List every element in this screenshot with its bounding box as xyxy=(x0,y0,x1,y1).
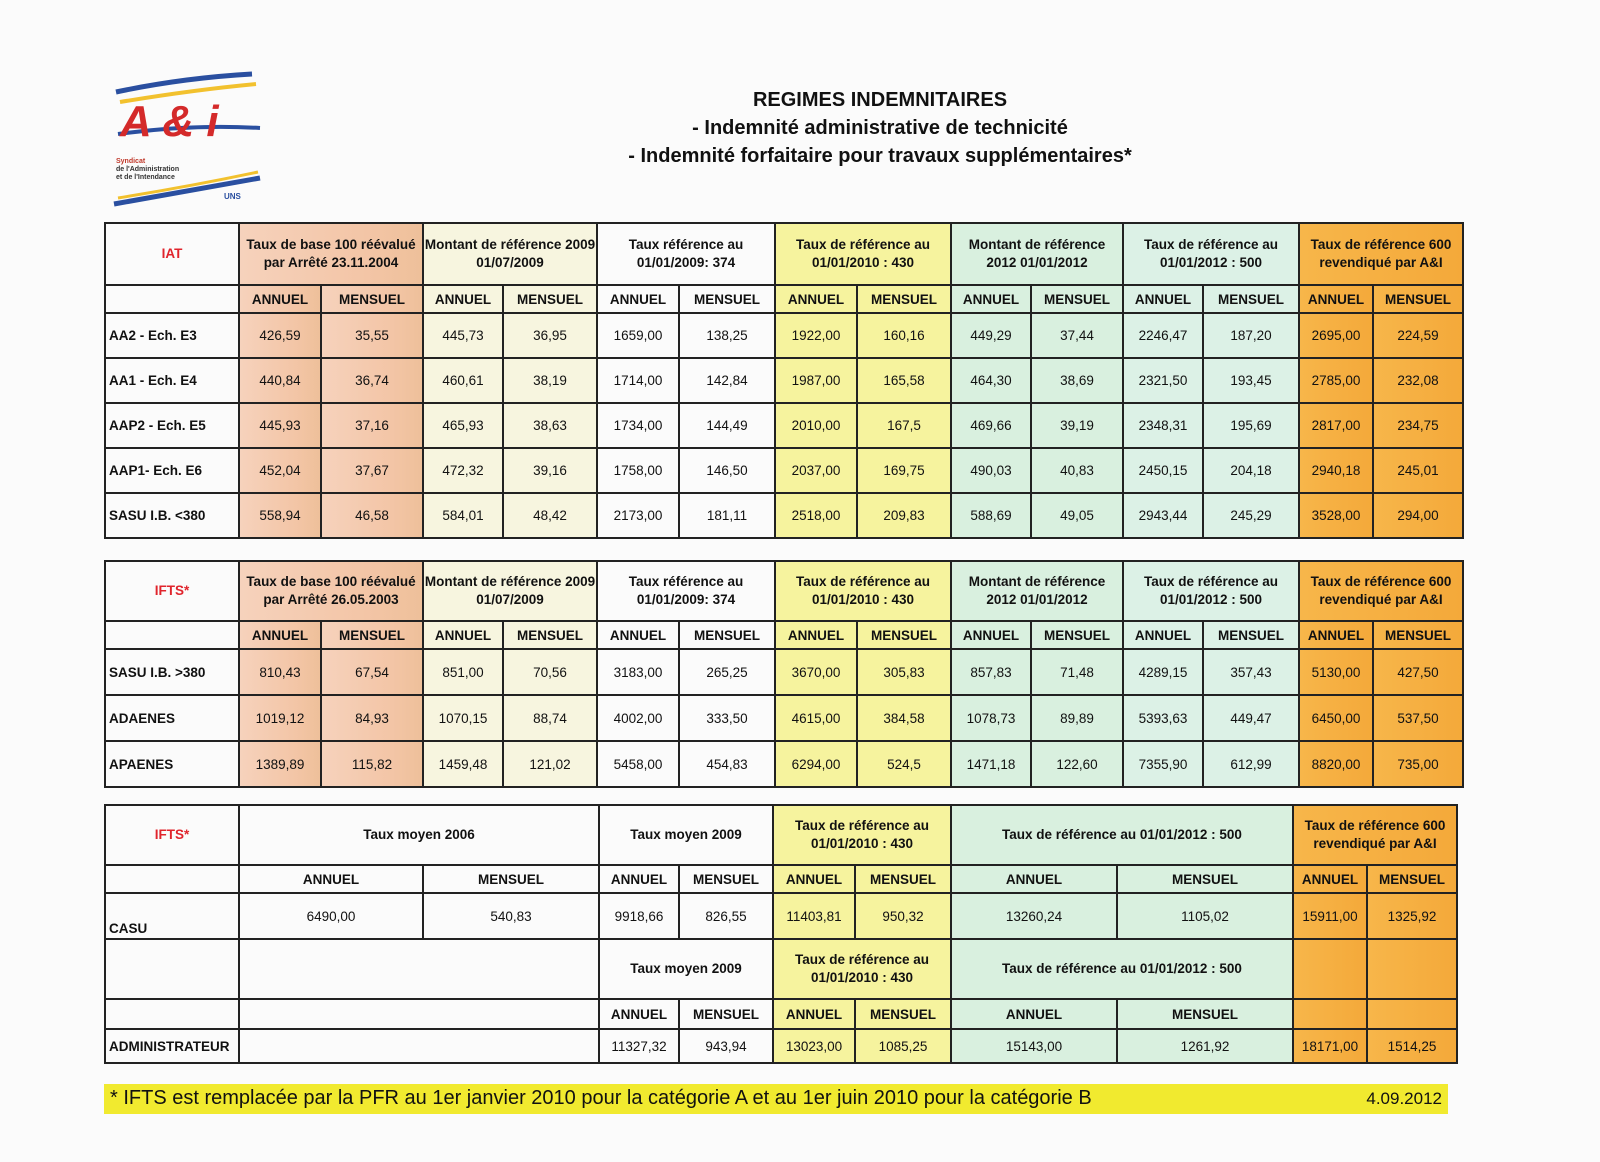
cell: 40,83 xyxy=(1031,448,1123,493)
ifts2-admin-sub-mensuel: MENSUEL xyxy=(679,999,773,1029)
row-label-casu: CASU xyxy=(105,893,239,939)
title-line-3: - Indemnité forfaitaire pour travaux supplémentaires* xyxy=(628,145,1132,167)
ifts2-sub-annuel: ANNUEL xyxy=(773,865,855,893)
ifts-sub-annuel: ANNUEL xyxy=(597,621,679,649)
cell: 234,75 xyxy=(1373,403,1463,448)
blank-cell xyxy=(239,1029,599,1063)
cell: 2450,15 xyxy=(1123,448,1203,493)
iat-header-4: Taux de référence au 01/01/2010 : 430 xyxy=(775,223,951,285)
ifts-header-7: Taux de référence 600 revendiqué par A&I xyxy=(1299,561,1463,621)
iat-header-7: Taux de référence 600 revendiqué par A&I xyxy=(1299,223,1463,285)
cell: 1471,18 xyxy=(951,741,1031,787)
iat-sub-mensuel: MENSUEL xyxy=(857,285,951,313)
cell: 6294,00 xyxy=(775,741,857,787)
ifts-sub-mensuel: MENSUEL xyxy=(1203,621,1299,649)
ifts2-admin-sub-annuel: ANNUEL xyxy=(599,999,679,1029)
row-label: APAENES xyxy=(105,741,239,787)
ifts2-sub-annuel: ANNUEL xyxy=(1293,865,1367,893)
cell: 464,30 xyxy=(951,358,1031,403)
cell: 36,95 xyxy=(503,313,597,358)
cell: 146,50 xyxy=(679,448,775,493)
row-label: AAP1- Ech. E6 xyxy=(105,448,239,493)
ifts-sub-mensuel: MENSUEL xyxy=(857,621,951,649)
cell: 195,69 xyxy=(1203,403,1299,448)
ifts2-sub-mensuel: MENSUEL xyxy=(855,865,951,893)
ifts-header-4: Taux de référence au 01/01/2010 : 430 xyxy=(775,561,951,621)
ifts2-admin-sub-annuel: ANNUEL xyxy=(951,999,1117,1029)
logo-line3: et de l'Intendance xyxy=(116,174,175,181)
cell: 2943,44 xyxy=(1123,493,1203,538)
iat-sub-mensuel: MENSUEL xyxy=(679,285,775,313)
title-line-2: - Indemnité administrative de technicité xyxy=(692,117,1068,139)
row-label: AA2 - Ech. E3 xyxy=(105,313,239,358)
cell: 294,00 xyxy=(1373,493,1463,538)
cell: 204,18 xyxy=(1203,448,1299,493)
cell: 6450,00 xyxy=(1299,695,1373,741)
ifts2-admin-sub-mensuel: MENSUEL xyxy=(1117,999,1293,1029)
cell: 48,42 xyxy=(503,493,597,538)
blank-cell xyxy=(105,939,239,999)
blank-cell xyxy=(1293,939,1367,999)
cell: 84,93 xyxy=(321,695,423,741)
cell: 2518,00 xyxy=(775,493,857,538)
cell: 2010,00 xyxy=(775,403,857,448)
cell: 67,54 xyxy=(321,649,423,695)
cell: 427,50 xyxy=(1373,649,1463,695)
logo-letters: A & i xyxy=(120,97,219,146)
cell: 445,73 xyxy=(423,313,503,358)
cell: 357,43 xyxy=(1203,649,1299,695)
ifts-sub-annuel: ANNUEL xyxy=(1123,621,1203,649)
cell: 1514,25 xyxy=(1367,1029,1457,1063)
cell: 13260,24 xyxy=(951,893,1117,939)
row-label: ADAENES xyxy=(105,695,239,741)
table-row xyxy=(105,741,1463,787)
cell: 3183,00 xyxy=(597,649,679,695)
iat-sub-annuel: ANNUEL xyxy=(239,285,321,313)
cell: 1070,15 xyxy=(423,695,503,741)
cell: 89,89 xyxy=(1031,695,1123,741)
cell: 5393,63 xyxy=(1123,695,1203,741)
cell: 232,08 xyxy=(1373,358,1463,403)
cell: 1085,25 xyxy=(855,1029,951,1063)
ifts2-admin-sub-annuel: ANNUEL xyxy=(773,999,855,1029)
cell: 38,69 xyxy=(1031,358,1123,403)
cell: 71,48 xyxy=(1031,649,1123,695)
iat-sub-blank xyxy=(105,285,239,313)
cell: 537,50 xyxy=(1373,695,1463,741)
cell: 1078,73 xyxy=(951,695,1031,741)
ifts-header-5: Montant de référence 2012 01/01/2012 xyxy=(951,561,1123,621)
logo-text xyxy=(116,158,179,182)
cell: 138,25 xyxy=(679,313,775,358)
cell: 37,16 xyxy=(321,403,423,448)
table-row xyxy=(105,695,1463,741)
iat-category-label: IAT xyxy=(105,223,239,285)
cell: 1987,00 xyxy=(775,358,857,403)
table-row xyxy=(105,1029,1457,1063)
cell: 70,56 xyxy=(503,649,597,695)
cell: 121,02 xyxy=(503,741,597,787)
ifts-sub-annuel: ANNUEL xyxy=(775,621,857,649)
row-label: SASU I.B. >380 xyxy=(105,649,239,695)
iat-sub-mensuel: MENSUEL xyxy=(503,285,597,313)
ifts2-sub-annuel: ANNUEL xyxy=(239,865,423,893)
cell: 472,32 xyxy=(423,448,503,493)
blank-cell xyxy=(1367,939,1457,999)
ifts2-sub-mensuel: MENSUEL xyxy=(423,865,599,893)
ifts2-category-label: IFTS* xyxy=(105,805,239,865)
table-row xyxy=(105,358,1463,403)
cell: 15911,00 xyxy=(1293,893,1367,939)
blank-cell xyxy=(239,999,599,1029)
blank-cell xyxy=(1293,999,1367,1029)
cell: 245,29 xyxy=(1203,493,1299,538)
ifts2-header-ref2010: Taux de référence au 01/01/2010 : 430 xyxy=(773,805,951,865)
cell: 469,66 xyxy=(951,403,1031,448)
iat-sub-annuel: ANNUEL xyxy=(775,285,857,313)
cell: 4002,00 xyxy=(597,695,679,741)
iat-header-5: Montant de référence 2012 01/01/2012 xyxy=(951,223,1123,285)
cell: 333,50 xyxy=(679,695,775,741)
cell: 1758,00 xyxy=(597,448,679,493)
cell: 224,59 xyxy=(1373,313,1463,358)
logo xyxy=(112,70,272,215)
cell: 39,16 xyxy=(503,448,597,493)
cell: 449,47 xyxy=(1203,695,1299,741)
ifts-table-body xyxy=(105,649,1463,787)
cell: 13023,00 xyxy=(773,1029,855,1063)
cell: 8820,00 xyxy=(1299,741,1373,787)
cell: 305,83 xyxy=(857,649,951,695)
cell: 49,05 xyxy=(1031,493,1123,538)
ifts2-header-taux2009: Taux moyen 2009 xyxy=(599,805,773,865)
ifts2-sub-mensuel: MENSUEL xyxy=(1117,865,1293,893)
cell: 1389,89 xyxy=(239,741,321,787)
cell: 18171,00 xyxy=(1293,1029,1367,1063)
cell: 810,43 xyxy=(239,649,321,695)
iat-header-3: Taux référence au 01/01/2009: 374 xyxy=(597,223,775,285)
footer-note: * IFTS est remplacée par la PFR au 1er janvier 2010 pour la catégorie A et au 1er juin 2010 pour la catégorie B xyxy=(110,1087,1092,1109)
cell: 1922,00 xyxy=(775,313,857,358)
ifts2-sub-blank xyxy=(105,865,239,893)
ifts-header-3: Taux référence au 01/01/2009: 374 xyxy=(597,561,775,621)
cell: 2246,47 xyxy=(1123,313,1203,358)
cell: 193,45 xyxy=(1203,358,1299,403)
logo-graphic xyxy=(112,70,272,215)
iat-sub-mensuel: MENSUEL xyxy=(1203,285,1299,313)
ifts-header-2: Montant de référence 2009 01/07/2009 xyxy=(423,561,597,621)
row-label: SASU I.B. <380 xyxy=(105,493,239,538)
iat-header-6: Taux de référence au 01/01/2012 : 500 xyxy=(1123,223,1299,285)
cell: 1261,92 xyxy=(1117,1029,1293,1063)
cell: 37,67 xyxy=(321,448,423,493)
ifts2-sub-annuel: ANNUEL xyxy=(599,865,679,893)
ifts2-admin-header-taux2009: Taux moyen 2009 xyxy=(599,939,773,999)
cell: 15143,00 xyxy=(951,1029,1117,1063)
ifts2-header-taux2006: Taux moyen 2006 xyxy=(239,805,599,865)
iat-table xyxy=(104,222,1464,539)
ifts2-sub-mensuel: MENSUEL xyxy=(679,865,773,893)
cell: 540,83 xyxy=(423,893,599,939)
ifts-sub-blank xyxy=(105,621,239,649)
ifts-sub-mensuel: MENSUEL xyxy=(321,621,423,649)
cell: 187,20 xyxy=(1203,313,1299,358)
cell: 39,19 xyxy=(1031,403,1123,448)
cell: 160,16 xyxy=(857,313,951,358)
blank-cell xyxy=(105,999,239,1029)
cell: 5458,00 xyxy=(597,741,679,787)
cell: 46,58 xyxy=(321,493,423,538)
row-label-administrateur: ADMINISTRATEUR xyxy=(105,1029,239,1063)
cell: 5130,00 xyxy=(1299,649,1373,695)
cell: 1734,00 xyxy=(597,403,679,448)
cell: 11403,81 xyxy=(773,893,855,939)
cell: 2940,18 xyxy=(1299,448,1373,493)
cell: 36,74 xyxy=(321,358,423,403)
cell: 1019,12 xyxy=(239,695,321,741)
cell: 1325,92 xyxy=(1367,893,1457,939)
ifts-sub-mensuel: MENSUEL xyxy=(679,621,775,649)
table-row xyxy=(105,313,1463,358)
cell: 142,84 xyxy=(679,358,775,403)
logo-badge: UNS xyxy=(224,192,241,201)
ifts2-header-ref600: Taux de référence 600 revendiqué par A&I xyxy=(1293,805,1457,865)
cell: 1659,00 xyxy=(597,313,679,358)
cell: 209,83 xyxy=(857,493,951,538)
ifts-table xyxy=(104,560,1464,788)
cell: 1105,02 xyxy=(1117,893,1293,939)
cell: 38,63 xyxy=(503,403,597,448)
cell: 88,74 xyxy=(503,695,597,741)
cell: 2037,00 xyxy=(775,448,857,493)
cell: 384,58 xyxy=(857,695,951,741)
cell: 950,32 xyxy=(855,893,951,939)
ifts-category-label: IFTS* xyxy=(105,561,239,621)
table-row xyxy=(105,493,1463,538)
cell: 588,69 xyxy=(951,493,1031,538)
table-row xyxy=(105,649,1463,695)
iat-header-1: Taux de base 100 réévalué par Arrêté 23.11.2004 xyxy=(239,223,423,285)
cell: 265,25 xyxy=(679,649,775,695)
iat-sub-annuel: ANNUEL xyxy=(423,285,503,313)
cell: 1459,48 xyxy=(423,741,503,787)
cell: 2348,31 xyxy=(1123,403,1203,448)
cell: 165,58 xyxy=(857,358,951,403)
ifts-header-1: Taux de base 100 réévalué par Arrêté 26.05.2003 xyxy=(239,561,423,621)
logo-line2: de l'Administration xyxy=(116,166,180,173)
cell: 115,82 xyxy=(321,741,423,787)
ifts-sub-annuel: ANNUEL xyxy=(239,621,321,649)
title-line-1: REGIMES INDEMNITAIRES xyxy=(752,89,1008,111)
cell: 584,01 xyxy=(423,493,503,538)
cell: 426,59 xyxy=(239,313,321,358)
cell: 943,94 xyxy=(679,1029,773,1063)
cell: 524,5 xyxy=(857,741,951,787)
ifts-sub-annuel: ANNUEL xyxy=(951,621,1031,649)
cell: 167,5 xyxy=(857,403,951,448)
ifts-header-6: Taux de référence au 01/01/2012 : 500 xyxy=(1123,561,1299,621)
row-label: AAP2 - Ech. E5 xyxy=(105,403,239,448)
cell: 4615,00 xyxy=(775,695,857,741)
cell: 122,60 xyxy=(1031,741,1123,787)
cell: 3528,00 xyxy=(1299,493,1373,538)
cell: 857,83 xyxy=(951,649,1031,695)
cell: 35,55 xyxy=(321,313,423,358)
ifts2-table xyxy=(104,804,1458,1064)
ifts2-admin-sub-mensuel: MENSUEL xyxy=(855,999,951,1029)
blank-cell xyxy=(239,939,599,999)
footer-date: 4.09.2012 xyxy=(1366,1089,1442,1108)
cell: 169,75 xyxy=(857,448,951,493)
ifts2-admin-header-ref2012: Taux de référence au 01/01/2012 : 500 xyxy=(951,939,1293,999)
ifts-sub-annuel: ANNUEL xyxy=(423,621,503,649)
table-row xyxy=(105,403,1463,448)
cell: 2785,00 xyxy=(1299,358,1373,403)
cell: 851,00 xyxy=(423,649,503,695)
cell: 490,03 xyxy=(951,448,1031,493)
iat-sub-annuel: ANNUEL xyxy=(951,285,1031,313)
cell: 1714,00 xyxy=(597,358,679,403)
cell: 2695,00 xyxy=(1299,313,1373,358)
cell: 2173,00 xyxy=(597,493,679,538)
cell: 11327,32 xyxy=(599,1029,679,1063)
cell: 612,99 xyxy=(1203,741,1299,787)
ifts2-admin-header-ref2010: Taux de référence au 01/01/2010 : 430 xyxy=(773,939,951,999)
row-label: AA1 - Ech. E4 xyxy=(105,358,239,403)
cell: 181,11 xyxy=(679,493,775,538)
cell: 558,94 xyxy=(239,493,321,538)
table-row xyxy=(105,448,1463,493)
iat-sub-annuel: ANNUEL xyxy=(1299,285,1373,313)
footer-banner xyxy=(104,1084,1448,1114)
ifts-sub-annuel: ANNUEL xyxy=(1299,621,1373,649)
cell: 449,29 xyxy=(951,313,1031,358)
cell: 245,01 xyxy=(1373,448,1463,493)
iat-table-body xyxy=(105,313,1463,538)
cell: 4289,15 xyxy=(1123,649,1203,695)
iat-header-2: Montant de référence 2009 01/07/2009 xyxy=(423,223,597,285)
iat-sub-mensuel: MENSUEL xyxy=(1373,285,1463,313)
cell: 7355,90 xyxy=(1123,741,1203,787)
cell: 826,55 xyxy=(679,893,773,939)
ifts2-header-ref2012: Taux de référence au 01/01/2012 : 500 xyxy=(951,805,1293,865)
cell: 38,19 xyxy=(503,358,597,403)
ifts-sub-mensuel: MENSUEL xyxy=(503,621,597,649)
ifts-sub-mensuel: MENSUEL xyxy=(1031,621,1123,649)
cell: 452,04 xyxy=(239,448,321,493)
ifts-sub-mensuel: MENSUEL xyxy=(1373,621,1463,649)
table-row xyxy=(105,893,1457,939)
blank-cell xyxy=(1367,999,1457,1029)
cell: 3670,00 xyxy=(775,649,857,695)
ifts2-sub-mensuel: MENSUEL xyxy=(1367,865,1457,893)
ifts2-sub-annuel: ANNUEL xyxy=(951,865,1117,893)
iat-sub-mensuel: MENSUEL xyxy=(1031,285,1123,313)
cell: 445,93 xyxy=(239,403,321,448)
cell: 144,49 xyxy=(679,403,775,448)
cell: 460,61 xyxy=(423,358,503,403)
cell: 2817,00 xyxy=(1299,403,1373,448)
cell: 9918,66 xyxy=(599,893,679,939)
cell: 454,83 xyxy=(679,741,775,787)
cell: 465,93 xyxy=(423,403,503,448)
cell: 6490,00 xyxy=(239,893,423,939)
cell: 2321,50 xyxy=(1123,358,1203,403)
cell: 735,00 xyxy=(1373,741,1463,787)
cell: 440,84 xyxy=(239,358,321,403)
logo-line1: Syndicat xyxy=(116,158,146,165)
iat-sub-mensuel: MENSUEL xyxy=(321,285,423,313)
cell: 37,44 xyxy=(1031,313,1123,358)
iat-sub-annuel: ANNUEL xyxy=(1123,285,1203,313)
page-title xyxy=(520,86,1240,170)
iat-sub-annuel: ANNUEL xyxy=(597,285,679,313)
